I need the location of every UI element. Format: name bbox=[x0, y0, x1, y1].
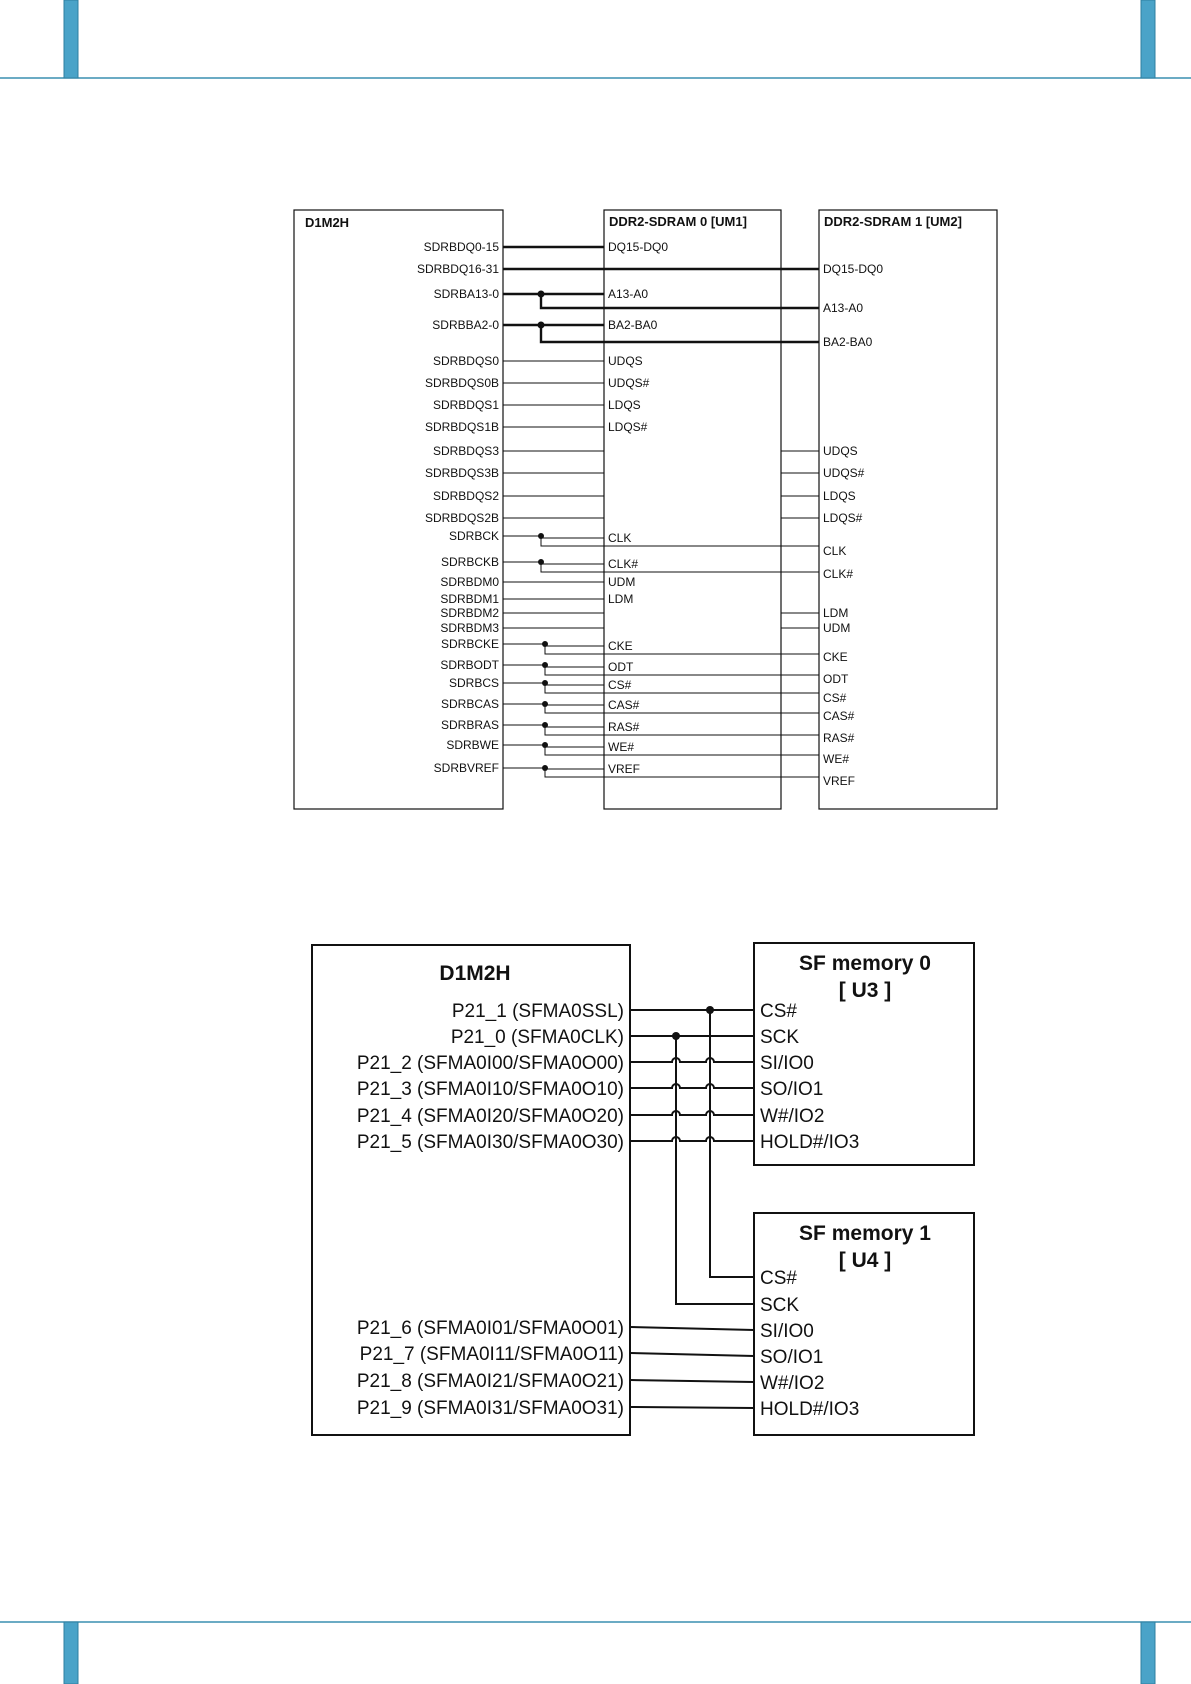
um1-pin-label: UDM bbox=[608, 575, 636, 589]
ddr-wires bbox=[503, 247, 819, 777]
sf-host-pin-label: P21_8 (SFMA0I21/SFMA0O21) bbox=[356, 1371, 624, 1392]
signal-label: SDRBCS bbox=[448, 676, 499, 690]
signal-label: SDRBDQS0 bbox=[432, 354, 499, 368]
um1-pin-label: CAS# bbox=[608, 698, 640, 712]
sf-host-pin-label: P21_7 (SFMA0I11/SFMA0O11) bbox=[359, 1344, 624, 1365]
ddr-wire-branch bbox=[545, 747, 819, 755]
signal-label: SDRBCKB bbox=[440, 555, 499, 569]
signal-label: SDRBDQS0B bbox=[424, 376, 499, 390]
um2-pin-label: CAS# bbox=[823, 709, 855, 723]
um2-pin-label: ODT bbox=[823, 672, 849, 686]
signal-label: SDRBODT bbox=[440, 658, 499, 672]
junction-dot bbox=[538, 291, 545, 298]
ddr-wire-branch bbox=[545, 685, 819, 693]
um1-pin-label: CS# bbox=[608, 678, 632, 692]
signal-label: SDRBDM0 bbox=[440, 575, 499, 589]
sf-host-pin-label: P21_6 (SFMA0I01/SFMA0O01) bbox=[356, 1318, 624, 1339]
ddr-wire-branch bbox=[545, 705, 819, 713]
ddr-wire-branch bbox=[545, 646, 819, 654]
um2-pin-label: VREF bbox=[823, 774, 856, 788]
signal-label: SDRBDQ0-15 bbox=[423, 240, 499, 254]
signal-label: SDRBWE bbox=[446, 738, 499, 752]
ddr-wire-branch bbox=[545, 727, 819, 735]
um1-pin-label: LDQS# bbox=[608, 420, 648, 434]
ddr-wire bbox=[503, 536, 604, 538]
um2-pin-label: RAS# bbox=[823, 731, 855, 745]
um1-pin-label: LDQS bbox=[608, 398, 641, 412]
um1-pin-label: ODT bbox=[608, 660, 634, 674]
um1-pin-label: CKE bbox=[608, 639, 633, 653]
um2-pin-label: UDQS# bbox=[823, 466, 865, 480]
ddr-wire-branch bbox=[545, 667, 819, 675]
ddr-bus-branch bbox=[541, 325, 819, 342]
ddr-wire bbox=[503, 644, 604, 646]
signal-label: SDRBA13-0 bbox=[433, 287, 499, 301]
um2-pin-label: LDM bbox=[823, 606, 849, 620]
sf-memory1-ref: [ U4 ] bbox=[838, 1249, 892, 1272]
um1-pin-label: VREF bbox=[608, 762, 641, 776]
ddr-wire bbox=[503, 745, 604, 747]
um2-pin-label: CKE bbox=[823, 650, 848, 664]
sf-mem1-pin-label: HOLD#/IO3 bbox=[760, 1399, 860, 1420]
junction-dot bbox=[542, 701, 548, 707]
junction-dot bbox=[542, 662, 548, 668]
um2-title: DDR2-SDRAM 1 [UM2] bbox=[824, 214, 962, 229]
junction-dot bbox=[542, 641, 548, 647]
um1-pin-label: UDQS# bbox=[608, 376, 650, 390]
ddr-labels bbox=[417, 240, 883, 788]
signal-label: SDRBVREF bbox=[433, 761, 499, 775]
sf-memory1-title: SF memory 1 bbox=[799, 1222, 931, 1245]
sf-memory0-title: SF memory 0 bbox=[799, 952, 931, 975]
signal-label: SDRBCAS bbox=[440, 697, 499, 711]
um2-pin-label: A13-A0 bbox=[823, 301, 864, 315]
signal-label: SDRBDQS2B bbox=[424, 511, 499, 525]
junction-dot bbox=[542, 765, 548, 771]
junction-dot bbox=[538, 533, 544, 539]
sf-host-pin-label: P21_5 (SFMA0I30/SFMA0O30) bbox=[356, 1132, 624, 1153]
um2-pin-label: DQ15-DQ0 bbox=[823, 262, 884, 276]
sf-host-title: D1M2H bbox=[439, 962, 511, 985]
sf-host-pin-label: P21_0 (SFMA0CLK) bbox=[450, 1027, 624, 1048]
sf-mem1-pin-label: CS# bbox=[760, 1268, 797, 1289]
um1-pin-label: WE# bbox=[608, 740, 635, 754]
junction-dot bbox=[542, 722, 548, 728]
sf-host-pin-label: P21_4 (SFMA0I20/SFMA0O20) bbox=[356, 1106, 624, 1127]
sf-mem0-pin-label: W#/IO2 bbox=[760, 1106, 825, 1127]
signal-label: SDRBDM3 bbox=[440, 621, 499, 635]
footer-left-tab bbox=[64, 1622, 78, 1684]
sf-mem0-pin-label: CS# bbox=[760, 1001, 797, 1022]
junction-dot bbox=[538, 559, 544, 565]
sf-host-pin-label: P21_3 (SFMA0I10/SFMA0O10) bbox=[356, 1079, 624, 1100]
signal-label: SDRBDQS1B bbox=[424, 420, 499, 434]
ddr-wire bbox=[503, 768, 604, 769]
ddr-wire bbox=[503, 683, 604, 685]
um1-pin-label: A13-A0 bbox=[608, 287, 649, 301]
um2-pin-label: CLK bbox=[823, 544, 847, 558]
sf-host-pin-label: P21_1 (SFMA0SSL) bbox=[451, 1001, 624, 1022]
sf-mem0-pin-label: SI/IO0 bbox=[760, 1053, 814, 1074]
junction-dot bbox=[542, 742, 548, 748]
um2-pin-label: LDQS# bbox=[823, 511, 863, 525]
signal-label: SDRBBA2-0 bbox=[432, 318, 499, 332]
signal-label: SDRBDQS1 bbox=[432, 398, 499, 412]
signal-label: SDRBDQ16-31 bbox=[416, 262, 499, 276]
um1-pin-label: UDQS bbox=[608, 354, 643, 368]
um2-pin-label: UDM bbox=[823, 621, 851, 635]
signal-label: SDRBRAS bbox=[440, 718, 499, 732]
um1-pin-label: RAS# bbox=[608, 720, 640, 734]
signal-label: SDRBCKE bbox=[440, 637, 499, 651]
um1-title: DDR2-SDRAM 0 [UM1] bbox=[609, 214, 747, 229]
um2-pin-label: LDQS bbox=[823, 489, 856, 503]
signal-label: SDRBDQS2 bbox=[432, 489, 499, 503]
signal-label: SDRBDM1 bbox=[440, 592, 499, 606]
ddr-wire-branch bbox=[545, 769, 819, 777]
ddr2-connection-diagram bbox=[0, 0, 1191, 840]
ddr-wire bbox=[503, 665, 604, 667]
ddr-wire-branch bbox=[541, 564, 819, 572]
signal-label: SDRBDQS3 bbox=[432, 444, 499, 458]
um2-pin-label: UDQS bbox=[823, 444, 858, 458]
sf-mem0-pin-label: HOLD#/IO3 bbox=[760, 1132, 860, 1153]
um2-pin-label: WE# bbox=[823, 752, 850, 766]
um1-pin-label: DQ15-DQ0 bbox=[608, 240, 669, 254]
sf-memory0-ref: [ U3 ] bbox=[838, 979, 892, 1002]
ddr-wire bbox=[503, 562, 604, 564]
signal-label: SDRBDQS3B bbox=[424, 466, 499, 480]
um2-pin-label: CLK# bbox=[823, 567, 854, 581]
signal-label: SDRBDM2 bbox=[440, 606, 499, 620]
sf-mem1-pin-label: SCK bbox=[760, 1295, 800, 1316]
ddr-wire-branch bbox=[541, 538, 819, 546]
ddr-wire bbox=[503, 725, 604, 727]
junction-dot bbox=[538, 322, 545, 329]
um2-pin-label: CS# bbox=[823, 691, 847, 705]
ddr-bus-branch bbox=[541, 294, 819, 308]
footer-right-tab bbox=[1141, 1622, 1155, 1684]
sf-mem0-pin-label: SCK bbox=[760, 1027, 800, 1048]
um1-pin-label: BA2-BA0 bbox=[608, 318, 658, 332]
sf-host-pin-label: P21_2 (SFMA0I00/SFMA0O00) bbox=[356, 1053, 624, 1074]
signal-label: SDRBCK bbox=[448, 529, 499, 543]
um2-pin-label: BA2-BA0 bbox=[823, 335, 873, 349]
sf-host-pin-label: P21_9 (SFMA0I31/SFMA0O31) bbox=[356, 1398, 624, 1419]
um1-pin-label: LDM bbox=[608, 592, 634, 606]
sf-mem1-pin-label: W#/IO2 bbox=[760, 1373, 825, 1394]
sf-mem0-pin-label: SO/IO1 bbox=[760, 1079, 824, 1100]
host-title: D1M2H bbox=[305, 215, 350, 230]
um1-pin-label: CLK# bbox=[608, 557, 639, 571]
sf-mem1-pin-label: SO/IO1 bbox=[760, 1347, 824, 1368]
junction-dot bbox=[542, 680, 548, 686]
sf-mem1-pin-label: SI/IO0 bbox=[760, 1321, 814, 1342]
um1-pin-label: CLK bbox=[608, 531, 632, 545]
ddr-wire bbox=[503, 704, 604, 705]
